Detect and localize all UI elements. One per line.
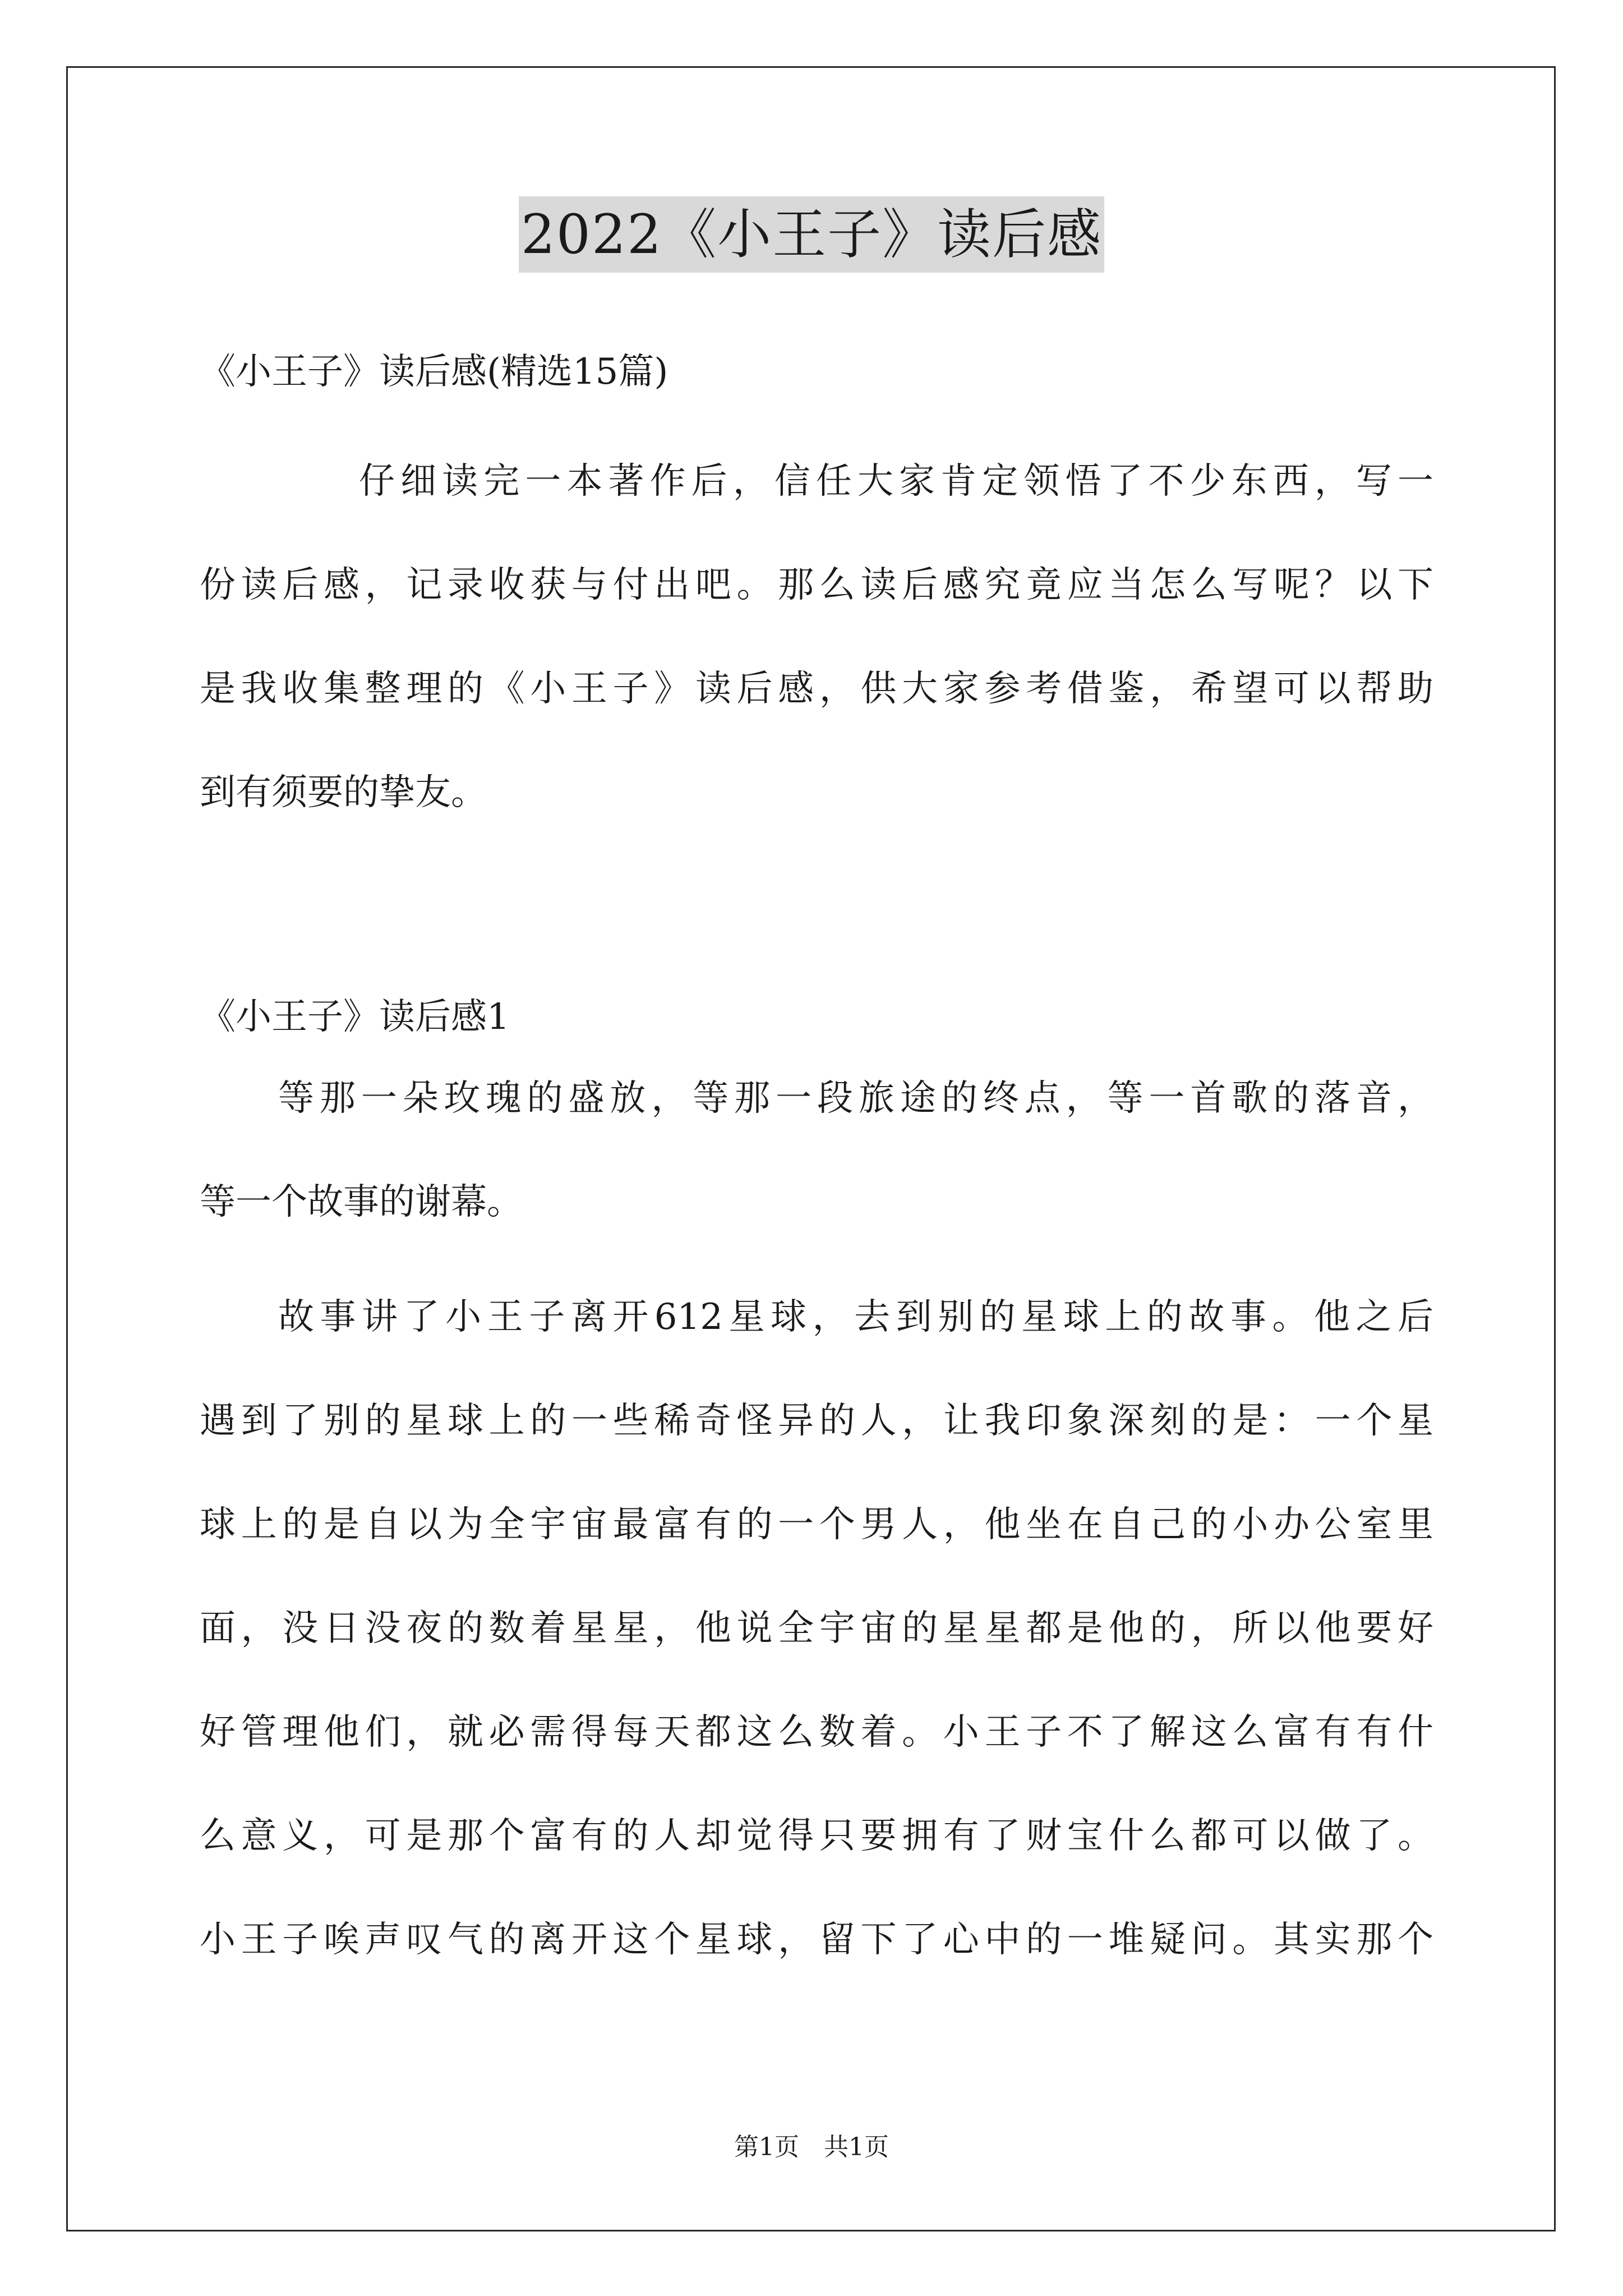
- intro-line: 仔细读完一本著作后，信任大家肯定领悟了不少东西，写一: [359, 461, 1433, 502]
- paragraph-line: 球上的是自以为全宇宙最富有的一个男人，他坐在自己的小办公室里: [200, 1504, 1433, 1545]
- paragraph-line: 么意义，可是那个富有的人却觉得只要拥有了财宝什么都可以做了。: [200, 1815, 1433, 1857]
- paragraph-line: 面，没日没夜的数着星星，他说全宇宙的星星都是他的，所以他要好: [200, 1608, 1433, 1649]
- title-container: [0, 196, 1623, 273]
- intro-line: 份读后感，记录收获与付出吧。那么读后感究竟应当怎么写呢？以下: [200, 564, 1433, 606]
- intro-line: 是我收集整理的《小王子》读后感，供大家参考借鉴，希望可以帮助: [200, 668, 1433, 710]
- paragraph-line: 好管理他们，就必需得每天都这么数着。小王子不了解这么富有有什: [200, 1711, 1433, 1753]
- document-title: 2022《小王子》读后感: [519, 196, 1104, 273]
- paragraph-line: 小王子唉声叹气的离开这个星球，留下了心中的一堆疑问。其实那个: [200, 1919, 1433, 1961]
- intro-line: 到有须要的挚友。: [200, 772, 487, 813]
- paragraph-line: 等一个故事的谢幕。: [200, 1181, 523, 1223]
- paragraph-line: 等那一朵玫瑰的盛放，等那一段旅途的终点，等一首歌的落音，: [278, 1078, 1433, 1119]
- paragraph-line: 故事讲了小王子离开612星球，去到别的星球上的故事。他之后: [278, 1296, 1433, 1338]
- page-footer: 第1页 共1页: [734, 2133, 889, 2161]
- paragraph-line: 遇到了别的星球上的一些稀奇怪异的人，让我印象深刻的是：一个星: [200, 1400, 1433, 1442]
- section-heading: 《小王子》读后感1: [200, 996, 510, 1038]
- subtitle: 《小王子》读后感(精选15篇): [200, 351, 668, 393]
